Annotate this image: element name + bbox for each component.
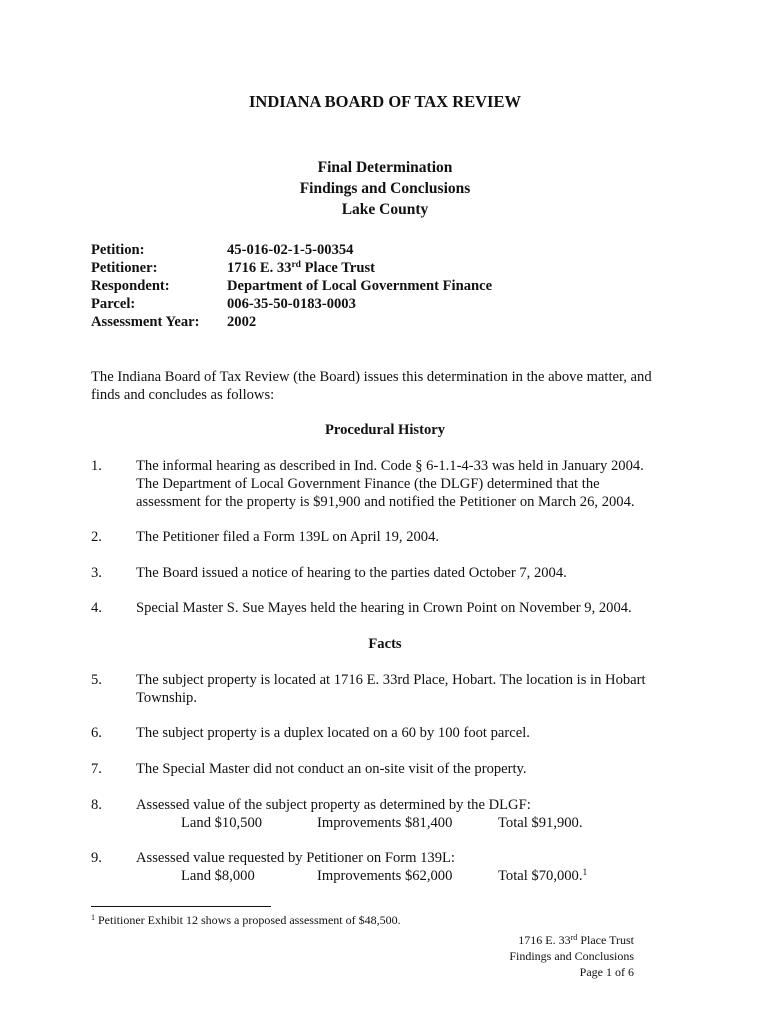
- paragraph-number: 2.: [91, 529, 102, 545]
- document-subtitle: Findings and Conclusions: [299, 180, 471, 197]
- improvements-value: Improvements $81,400: [317, 815, 453, 831]
- agency-title: INDIANA BOARD OF TAX REVIEW: [249, 92, 521, 111]
- parcel-number: 006-35-50-0183-0003: [227, 296, 356, 312]
- footnote-reference: 1: [582, 868, 588, 878]
- paragraph-text: The informal hearing as described in Ind. Code § 6-1.1-4-33 was held in January 2004. The Department of Local Government Finance (the DLGF) determined that the assessment for the property is $91,900 and notified the Petitioner on March 26, 2004.: [136, 458, 644, 510]
- footnote-text: Petitioner Exhibit 12 shows a proposed assessment of $48,500.: [95, 913, 401, 927]
- paragraph-text: The subject property is located at 1716 E. 33rd Place, Hobart. The location is in Hobart Township.: [136, 672, 646, 706]
- paragraph-number: 4.: [91, 600, 102, 616]
- footnote: [91, 913, 401, 928]
- paragraph-text: Special Master S. Sue Mayes held the hearing in Crown Point on November 9, 2004.: [136, 600, 632, 616]
- paragraph-number: 3.: [91, 565, 102, 581]
- paragraph-text: The subject property is a duplex located on a 60 by 100 foot parcel.: [136, 725, 530, 741]
- respondent-label: Respondent:: [91, 278, 170, 294]
- paragraph-number: 5.: [91, 672, 102, 688]
- footer-document-type: Findings and Conclusions: [509, 949, 634, 963]
- petition-label: Petition:: [91, 242, 145, 258]
- paragraph-number: 1.: [91, 458, 102, 474]
- intro-paragraph: The Indiana Board of Tax Review (the Board) issues this determination in the above matter, and finds and concludes as follows:: [91, 369, 652, 403]
- requested-values-row: [136, 867, 696, 885]
- section-heading-procedural-history: Procedural History: [324, 422, 446, 438]
- paragraph-number: 9.: [91, 850, 102, 866]
- paragraph-text: Assessed value of the subject property as determined by the DLGF: Land $10,500 Improvements $81,400 Total $91,900.: [136, 796, 696, 832]
- county-title: Lake County: [341, 201, 429, 218]
- total-value: Total $70,000.$^1$: [498, 868, 588, 884]
- footnote-divider: [91, 906, 271, 907]
- footer-case-name: 1716 E. 33rd Place Trust: [518, 933, 634, 947]
- paragraph-number: 6.: [91, 725, 102, 741]
- land-value: Land $8,000: [181, 868, 255, 884]
- improvements-value: Improvements $62,000: [317, 868, 453, 884]
- page-footer: [509, 932, 634, 980]
- total-value: Total $91,900.: [498, 815, 583, 831]
- paragraph-text: Assessed value requested by Petitioner on Form 139L: Land $8,000 Improvements $62,000 Total $70,000.$^1$: [136, 849, 696, 885]
- paragraph-number: 7.: [91, 761, 102, 777]
- petition-number: 45-016-02-1-5-00354: [227, 242, 354, 258]
- paragraph-text: The Board issued a notice of hearing to the parties dated October 7, 2004.: [136, 565, 567, 581]
- section-heading-facts: Facts: [368, 636, 402, 652]
- footnote-marker: 1: [91, 913, 95, 922]
- page-number: Page 1 of 6: [579, 965, 634, 979]
- assessed-values-row: [136, 814, 696, 832]
- assessment-year: 2002: [227, 314, 257, 330]
- document-title: Final Determination: [317, 159, 453, 176]
- petitioner-label: Petitioner:: [91, 260, 158, 276]
- paragraph-text: The Petitioner filed a Form 139L on April 19, 2004.: [136, 529, 440, 545]
- petitioner-name: 1716 E. 33rd Place Trust: [227, 260, 376, 276]
- assessment-year-label: Assessment Year:: [91, 314, 200, 330]
- land-value: Land $10,500: [181, 815, 263, 831]
- paragraph-number: 8.: [91, 797, 102, 813]
- parcel-label: Parcel:: [91, 296, 136, 312]
- paragraph-text: The Special Master did not conduct an on-site visit of the property.: [136, 761, 527, 777]
- respondent-name: Department of Local Government Finance: [227, 278, 493, 294]
